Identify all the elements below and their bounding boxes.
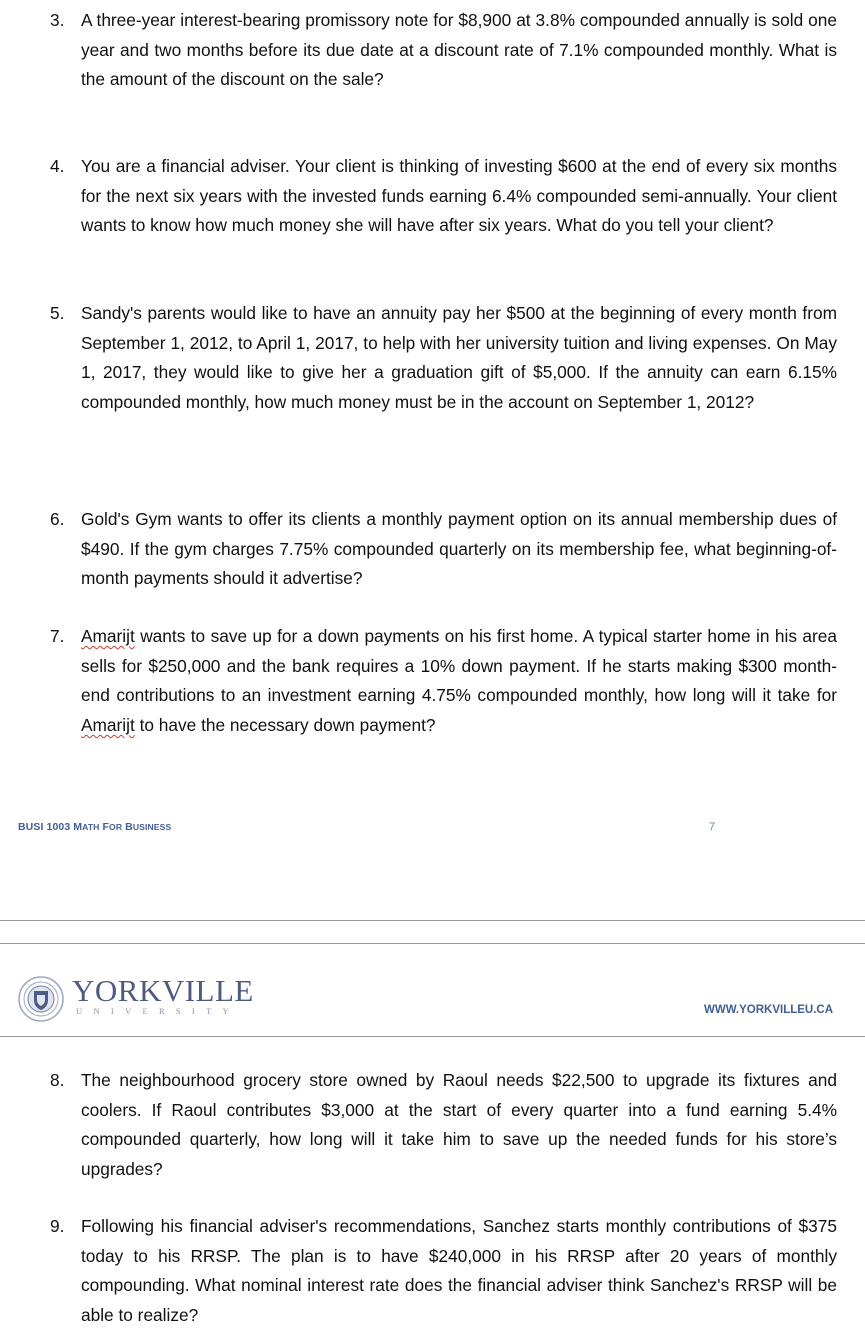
course-name-word: MATH [73,821,100,833]
question-number: 7. [50,626,65,646]
course-name-word: BUSINESS [125,821,172,833]
footer-course-title [18,821,171,833]
question-number: 5. [50,303,65,323]
question-5 [50,299,837,417]
page-break [0,920,865,944]
question-text [81,622,837,740]
logo-subtitle: UNIVERSITY [76,1006,240,1016]
course-name-word: FOR [102,821,123,833]
spellcheck-word: Amarijt [81,714,135,735]
page-number: 7 [709,821,716,833]
question-text: Gold's Gym wants to offer its clients a monthly payment option on its annual membership dues of $490. If the gym charges 7.75% compounded quarterly on its membership fee, what beginning-of-month payments should it advertise? [81,509,837,589]
question-8 [50,1066,837,1184]
question-3 [50,6,837,95]
spellcheck-word: Amarijt [81,626,135,646]
course-code: BUSI 1003 [18,821,71,833]
header-rule [0,1036,865,1037]
logo-name: YORKVILLE [72,973,254,1008]
question-text: The neighbourhood grocery store owned by Raoul needs $22,500 to upgrade its fixtures and coolers. If Raoul contributes $3,000 at the start of every quarter into a fund earning 5.4% compounded quarterly, how long will it take him to save up the needed funds for his store’s upgrades? [81,1070,837,1179]
question-number: 4. [50,156,65,176]
question-9 [50,1212,837,1330]
question-7 [50,622,837,740]
question-text: Sandy's parents would like to have an annuity pay her $500 at the beginning of every month from September 1, 2012, to April 1, 2017, to help with her university tuition and living expenses. On May 1, 2017, they would like to give her a graduation gift of $5,000. If the annuity can earn 6.15% compounded monthly, how much money must be in the account on September 1, 2012? [81,303,837,412]
question-text-part: wants to save up for a down payments on his first home. A typical starter home in his area sells for $250,000 and the bank requires a 10% down payment. If he starts making $300 month-end contributions to an investment earning 4.75% compounded monthly, how long will it take for [81,626,837,706]
question-number: 9. [50,1216,65,1236]
university-logo [18,972,268,1022]
question-number: 8. [50,1070,65,1090]
question-text: A three-year interest-bearing promissory note for $8,900 at 3.8% compounded annually is sold one year and two months before its due date at a discount rate of 7.1% compounded monthly. What is the amount of the discount on the sale? [81,10,837,90]
question-text: Following his financial adviser's recommendations, Sanchez starts monthly contributions of $375 today to his RRSP. The plan is to have $240,000 in his RRSP after 20 years of monthly compounding. What nominal interest rate does the financial adviser think Sanchez's RRSP will be able to realize? [81,1216,837,1325]
question-6 [50,505,837,594]
question-text-part: to have the necessary down payment? [139,714,436,735]
question-4 [50,152,837,241]
website-url[interactable]: WWW.YORKVILLEU.CA [704,1004,834,1016]
question-text: You are a financial adviser. Your client is thinking of investing $600 at the end of every six months for the next six years with the invested funds earning 6.4% compounded semi-annually. Your client wants to know how much money she will have after six years. What do you tell your client? [81,156,837,236]
seal-icon [18,976,64,1022]
question-number: 6. [50,509,65,529]
question-number: 3. [50,10,65,30]
